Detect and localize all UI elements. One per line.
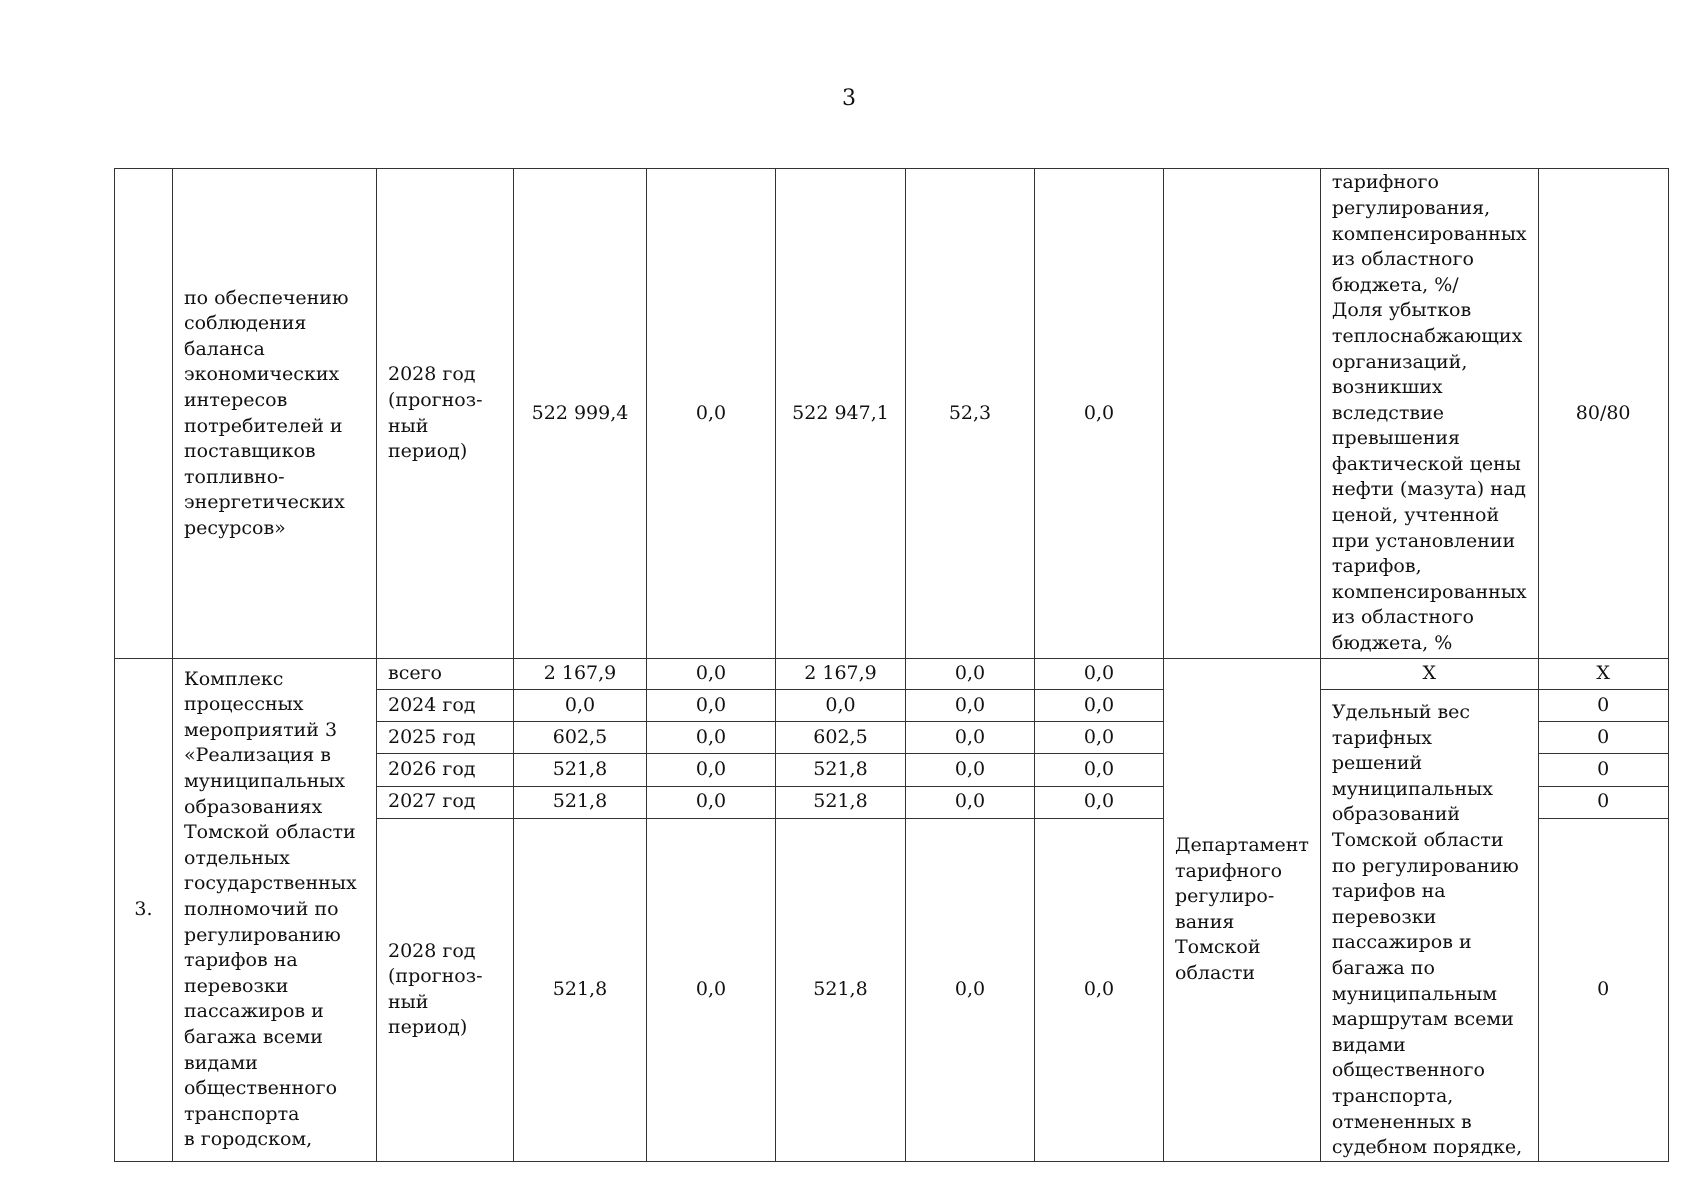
federal-cell: 0,0 <box>647 690 776 722</box>
indicator-cell: Удельный вес тарифных решений муниципальных образований Томской области по регулированию тарифов на перевозки пассажиров и багажа по муниципальным маршрутам всеми видами общественного транспорта, отмененных в судебном порядке, <box>1320 690 1538 1162</box>
local-cell: 0,0 <box>906 786 1035 818</box>
responsible-cell: Департамент тарифного регулиро- вания Томской области <box>1164 659 1321 1162</box>
local-cell: 0,0 <box>906 818 1035 1161</box>
period-cell: всего <box>377 659 514 690</box>
item-name-cell: по обеспечению соблюдения баланса экономических интересов потребителей и поставщиков топливно- энергетических ресурсов» <box>173 169 377 659</box>
regional-cell: 602,5 <box>776 722 906 754</box>
table-row <box>115 169 1669 659</box>
table-row <box>115 659 1669 690</box>
indicator-value-cell: Х <box>1538 659 1668 690</box>
indicator-value-cell: 0 <box>1538 754 1668 786</box>
indicator-cell: тарифного регулирования, компенсированных из областного бюджета, %/ Доля убытков теплоснабжающих организаций, возникших вследствие превышения фактической цены нефти (мазута) над ценой, учтенной при установлении тарифов, компенсированных из областного бюджета, % <box>1320 169 1538 659</box>
period-cell: 2027 год <box>377 786 514 818</box>
other-cell: 0,0 <box>1035 690 1164 722</box>
regional-cell: 521,8 <box>776 818 906 1161</box>
indicator-value-cell: 0 <box>1538 818 1668 1161</box>
indicator-value-cell: 0 <box>1538 786 1668 818</box>
federal-cell: 0,0 <box>647 754 776 786</box>
item-name-cell: Комплекс процессных мероприятий 3 «Реализация в муниципальных образованиях Томской области отдельных государственных полномочий по регулированию тарифов на перевозки пассажиров и багажа всеми видами общественного транспорта в городском, <box>173 659 377 1162</box>
total-cell: 522 999,4 <box>514 169 647 659</box>
page-number: 3 <box>842 86 856 111</box>
total-cell: 2 167,9 <box>514 659 647 690</box>
federal-cell: 0,0 <box>647 786 776 818</box>
local-cell: 0,0 <box>906 754 1035 786</box>
federal-cell: 0,0 <box>647 818 776 1161</box>
other-cell: 0,0 <box>1035 754 1164 786</box>
total-cell: 521,8 <box>514 754 647 786</box>
item-number-cell <box>115 169 173 659</box>
federal-cell: 0,0 <box>647 659 776 690</box>
local-cell: 0,0 <box>906 722 1035 754</box>
total-cell: 602,5 <box>514 722 647 754</box>
federal-cell: 0,0 <box>647 169 776 659</box>
indicator-value-cell: 0 <box>1538 722 1668 754</box>
other-cell: 0,0 <box>1035 169 1164 659</box>
federal-cell: 0,0 <box>647 722 776 754</box>
period-cell: 2028 год (прогноз- ный период) <box>377 169 514 659</box>
total-cell: 521,8 <box>514 786 647 818</box>
regional-cell: 521,8 <box>776 754 906 786</box>
indicator-value-cell: 80/80 <box>1538 169 1668 659</box>
period-cell: 2026 год <box>377 754 514 786</box>
indicator-value-cell: 0 <box>1538 690 1668 722</box>
local-cell: 0,0 <box>906 659 1035 690</box>
other-cell: 0,0 <box>1035 659 1164 690</box>
responsible-cell <box>1164 169 1321 659</box>
local-cell: 0,0 <box>906 690 1035 722</box>
regional-cell: 522 947,1 <box>776 169 906 659</box>
indicator-cell: Х <box>1320 659 1538 690</box>
item-number-cell: 3. <box>115 659 173 1162</box>
other-cell: 0,0 <box>1035 722 1164 754</box>
regional-cell: 0,0 <box>776 690 906 722</box>
period-cell: 2024 год <box>377 690 514 722</box>
period-cell: 2028 год (прогноз- ный период) <box>377 818 514 1161</box>
budget-table <box>114 168 1669 1162</box>
period-cell: 2025 год <box>377 722 514 754</box>
other-cell: 0,0 <box>1035 786 1164 818</box>
regional-cell: 2 167,9 <box>776 659 906 690</box>
total-cell: 0,0 <box>514 690 647 722</box>
other-cell: 0,0 <box>1035 818 1164 1161</box>
local-cell: 52,3 <box>906 169 1035 659</box>
regional-cell: 521,8 <box>776 786 906 818</box>
total-cell: 521,8 <box>514 818 647 1161</box>
